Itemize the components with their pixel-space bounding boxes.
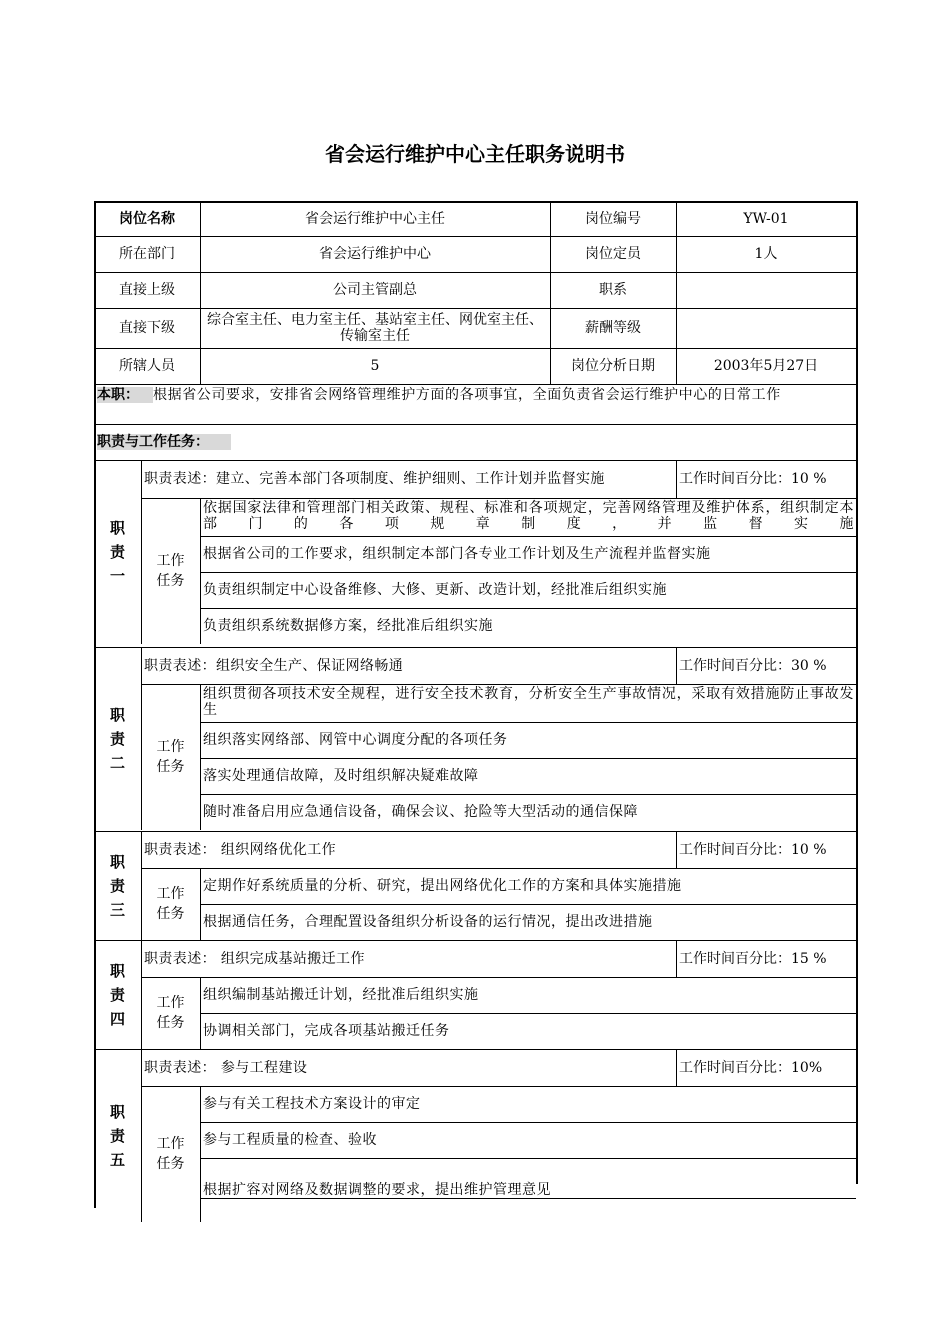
tasks-header: 职责与工作任务： — [97, 434, 231, 450]
section-title: 职责四 — [109, 961, 125, 1028]
subordinate-value: 综合室主任、电力室主任、基站室主任、网优室主任、传输室主任 — [207, 312, 543, 344]
superior-label: 直接上级 — [119, 282, 175, 298]
task-item: 参与有关工程技术方案设计的审定 — [203, 1096, 421, 1112]
time-percentage: 工作时间百分比：30 % — [679, 657, 827, 674]
post-code-value: YW-01 — [743, 210, 789, 227]
work-task-label: 工作任务 — [156, 553, 185, 589]
work-task-label: 工作任务 — [156, 1136, 185, 1172]
salary-value — [676, 308, 856, 348]
task-item: 落实处理通信故障，及时组织解决疑难故障 — [203, 768, 479, 784]
task-item: 组织落实网络部、网管中心调度分配的各项任务 — [203, 732, 508, 748]
time-percentage: 工作时间百分比：10 % — [679, 471, 827, 487]
series-label: 职系 — [599, 282, 627, 298]
section-description: 职责表述： 组织完成基站搬迁工作 — [144, 950, 365, 967]
section-description: 职责表述： 组织网络优化工作 — [144, 841, 337, 858]
members-label: 所辖人员 — [119, 358, 175, 374]
work-task-label: 工作任务 — [156, 886, 185, 922]
superior-value: 公司主管副总 — [333, 282, 417, 298]
section-title: 职责五 — [109, 1102, 125, 1169]
dept-label: 所在部门 — [119, 246, 175, 262]
duty-text: 根据省公司要求，安排省会网络管理维护方面的各项事宜，全面负责省会运行维护中心的日常工作 — [153, 387, 781, 403]
page-title: 省会运行维护中心主任职务说明书 — [325, 142, 625, 166]
staff-label: 岗位定员 — [585, 246, 641, 262]
date-value: 2003年5月27日 — [713, 358, 819, 374]
time-percentage: 工作时间百分比：15 % — [679, 950, 827, 967]
salary-label: 薪酬等级 — [585, 320, 641, 336]
task-item: 参与工程质量的检查、验收 — [203, 1132, 377, 1148]
task-item: 随时准备启用应急通信设备，确保会议、抢险等大型活动的通信保障 — [203, 804, 638, 820]
post-name-label: 岗位名称 — [119, 210, 175, 227]
task-item: 组织编制基站搬迁计划，经批准后组织实施 — [203, 987, 479, 1003]
time-percentage: 工作时间百分比：10% — [679, 1059, 823, 1076]
series-value — [676, 272, 856, 308]
tasks-header-row — [94, 424, 856, 460]
time-percentage: 工作时间百分比：10 % — [679, 841, 827, 858]
date-label: 岗位分析日期 — [571, 358, 655, 374]
task-item: 根据通信任务，合理配置设备组织分析设备的运行情况，提出改进措施 — [203, 914, 653, 930]
section-title: 职责一 — [109, 519, 125, 585]
task-item: 组织贯彻各项技术安全规程，进行安全技术教育，分析安全生产事故情况，采取有效措施防止事故发生 — [203, 686, 854, 718]
section-description: 职责表述： 参与工程建设 — [144, 1059, 308, 1076]
staff-value: 1人 — [754, 246, 778, 262]
section-description: 职责表述：组织安全生产、保证网络畅通 — [144, 657, 404, 674]
task-item: 根据省公司的工作要求，组织制定本部门各专业工作计划及生产流程并监督实施 — [203, 546, 711, 562]
task-item: 负责组织系统数据修方案，经批准后组织实施 — [203, 618, 493, 634]
post-name-value: 省会运行维护中心主任 — [305, 210, 445, 227]
section-title: 职责二 — [109, 705, 125, 772]
section-description: 职责表述：建立、完善本部门各项制度、维护细则、工作计划并监督实施 — [144, 471, 605, 487]
post-code-label: 岗位编号 — [585, 210, 641, 227]
task-item: 根据扩容对网络及数据调整的要求，提出维护管理意见 — [203, 1182, 551, 1198]
task-item: 负责组织制定中心设备维修、大修、更新、改造计划，经批准后组织实施 — [203, 582, 667, 598]
task-item: 定期作好系统质量的分析、研究，提出网络优化工作的方案和具体实施措施 — [203, 878, 682, 894]
task-item: 依据国家法律和管理部门相关政策、规程、标准和各项规定，完善网络管理及维护体系，组织制定本部门的各项规章制度，并监督实施 — [203, 500, 854, 532]
subordinate-label: 直接下级 — [119, 320, 175, 336]
work-task-label: 工作任务 — [156, 995, 185, 1031]
task-item: 协调相关部门，完成各项基站搬迁任务 — [203, 1023, 450, 1039]
duty-row — [94, 384, 856, 424]
section-title: 职责三 — [109, 852, 125, 919]
duty-label: 本职： — [97, 387, 153, 403]
members-value: 5 — [370, 358, 380, 374]
dept-value: 省会运行维护中心 — [319, 246, 431, 262]
work-task-label: 工作任务 — [156, 739, 185, 775]
